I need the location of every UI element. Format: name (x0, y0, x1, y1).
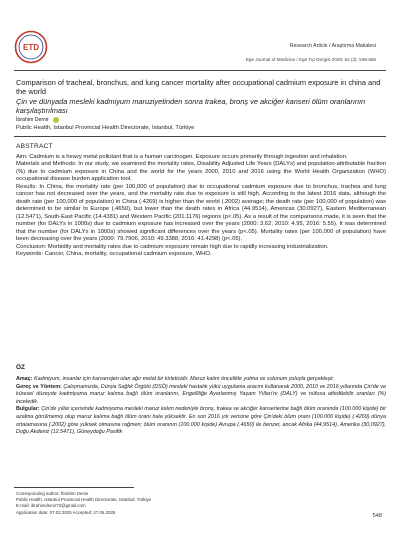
abstract-conclusion (16, 244, 386, 252)
abstract-results (16, 184, 386, 244)
bulgular-text: Çin'de yıllar içerisinde kadmiyuma mesleki maruz kalım nedeniyle bronş, trakea ve akciğer kanserlerine bağlı ölüm oranında (100.000 kişide) bir azalma görülmemiş olup maruz kalıma bağlı ölüm oranı hala yüksektir. En son 2016 yılı verisine göre Çin'deki ölüm oranı (100.000 kişide) (.4269) dünya ortalamasına (.2002) göre yüksek olmasına rağmen; ölüm oranının (100.000 kişide) Avrupa (.4650) ile benzer, ancak Afrika (44,9514), Amerika (30,0927), Doğu Akdeniz (12,5471), Güneydoğu Pasifik (16, 406, 386, 436)
amac-label: Amaç: (16, 376, 33, 382)
methods-label: Materials and Methods: (16, 161, 77, 167)
corresponding-author: Corresponding author: İbrahim Demir (16, 491, 89, 496)
bulgular-label: Bulgular: (16, 406, 40, 413)
keywords-label: Keywords: (16, 251, 44, 257)
conclusion-label: Conclusion: (16, 243, 47, 250)
gerec-text: Çalışmamızda, Dünya Sağlık Örgütü (DSÖ) mesleki hastalık yükü uygulama aracını kullanarak 2000, 2010 ve 2016 yıllarında Çin'de ve küresel düzeyde kadmiyuma maruz kalıma bağlı ölüm oranlarını, Engelliliğe Ayarlanmış Yaşam Yılları'nı (DALY) ve nüfusa atfedilebilir oranları (%) inceledik. (16, 383, 386, 405)
oz-heading: ÖZ (16, 364, 25, 371)
methods-text: In our study, we examined the mortality rates, Disability Adjusted Life Years (DALYs) and population-attributable fraction (%) due to cadmium exposure in China and the world for the years 2000, 2010 and 2016 using the World Health Organization (WHO) occupational disease burden application tool. (16, 161, 386, 182)
gerec-label: Gereç ve Yöntem: (16, 383, 62, 390)
results-label: Results: (16, 183, 37, 190)
affiliation-divider (14, 136, 386, 137)
article-type-label: Research Article / Araştırma Makalesi (289, 43, 376, 49)
aim-text: Cadmium is a heavy metal pollutant that is a human carcinogen. Exposure occurs primarily through ingestion and inhalation. (29, 153, 348, 160)
author-affiliation: Public Health, Istanbul Provincial Health Directorate, Istanbul, Türkiye (16, 125, 195, 131)
abstract-heading: ABSTRACT (16, 143, 53, 150)
turkish-title: Çin ve dünyada mesleki kadmiyum maruziyetinden sonra trakea, bronş ve akciğer kanseri ölüm oranlarının karşılaştırılması (16, 97, 366, 116)
oz-amac (16, 376, 386, 384)
abstract-methods (16, 161, 386, 184)
abstract-aim (16, 154, 386, 162)
english-title: Comparison of tracheal, bronchus, and lung cancer mortality after occupational cadmium exposure in china and the world (16, 78, 381, 97)
results-text: In China, the mortality rate (per 100,000 of population) due to occupational cadmium exposure due to bronchus, trachea and lung cancer has not decreased over the years, and the mortality rate due to exposure is still high. According to the latest 2016 data, although the death rate (per 100,000 of population) in China (.4269) is higher than the world (.2002) average; the death rate (per 100,000 of population) was determined to be similar to Europe (.4650), but lower than the death rates in Africa (44.9514), Americas (30.0927), Eastern Mediterranean (12.5471), South-East Pacific (14.4381) and Western Pacific (201.1176) regions (p<.05). As a result of the comparisons made, it is seen that the number (for DALYs in 1000s) due to cadmium exposure has increased over the years (2000: 3.62, 2010: 4.95, 2016: 5.55). It was determined that the number (for DALYs in 1000s) showed significant differences over the years (p<.05). Mortality rates (per 100,000 of population) have been decreasing over the years (2000: 79.7906, 2010: 49.3388, 2016: 41.4298) (p<.05). (16, 183, 386, 242)
journal-logo (14, 30, 48, 64)
abstract-section (16, 143, 386, 259)
journal-citation: Ege Journal of Medicine / Ege Tıp Dergisi 2025; 64 (3): 548-556 (245, 57, 376, 62)
oz-bulgular (16, 406, 386, 436)
keywords-text: Cancer, China, mortality, occupational cadmium exposure, WHO. (44, 251, 212, 257)
aim-label: Aim: (16, 153, 28, 160)
footnote-dates: Application date: 07.02.2025 Accepted: 27.06.2025 (16, 509, 116, 515)
footnote-email[interactable]: E-mail: ibrahimdemir72@gmail.com (16, 503, 86, 509)
orcid-icon[interactable] (53, 117, 59, 123)
oz-gerec (16, 384, 386, 407)
svg-text:ETD: ETD (23, 43, 39, 52)
footnote-affiliation: Public Health, Istanbul Provincial Health Directorate, Istanbul, Türkiye (16, 497, 152, 503)
amac-text: Kadmiyum, insanlar için kanserojen olan ağır metal bir kirleticidir. Maruz kalım öncelikle yutma ve solunum yoluyla gerçekleşir. (33, 376, 335, 382)
header-divider (14, 70, 386, 71)
conclusion-text: Morbidity and mortality rates due to cadmium exposure remain high due to rapidly increasing industrialization. (47, 243, 329, 250)
author-name: İbrahim Demir (16, 117, 49, 123)
abstract-keywords (16, 251, 386, 259)
page-number: 548 (372, 513, 382, 519)
oz-section (16, 376, 386, 437)
footnote (16, 491, 151, 516)
author-line (16, 117, 59, 123)
footnote-divider (14, 487, 134, 488)
